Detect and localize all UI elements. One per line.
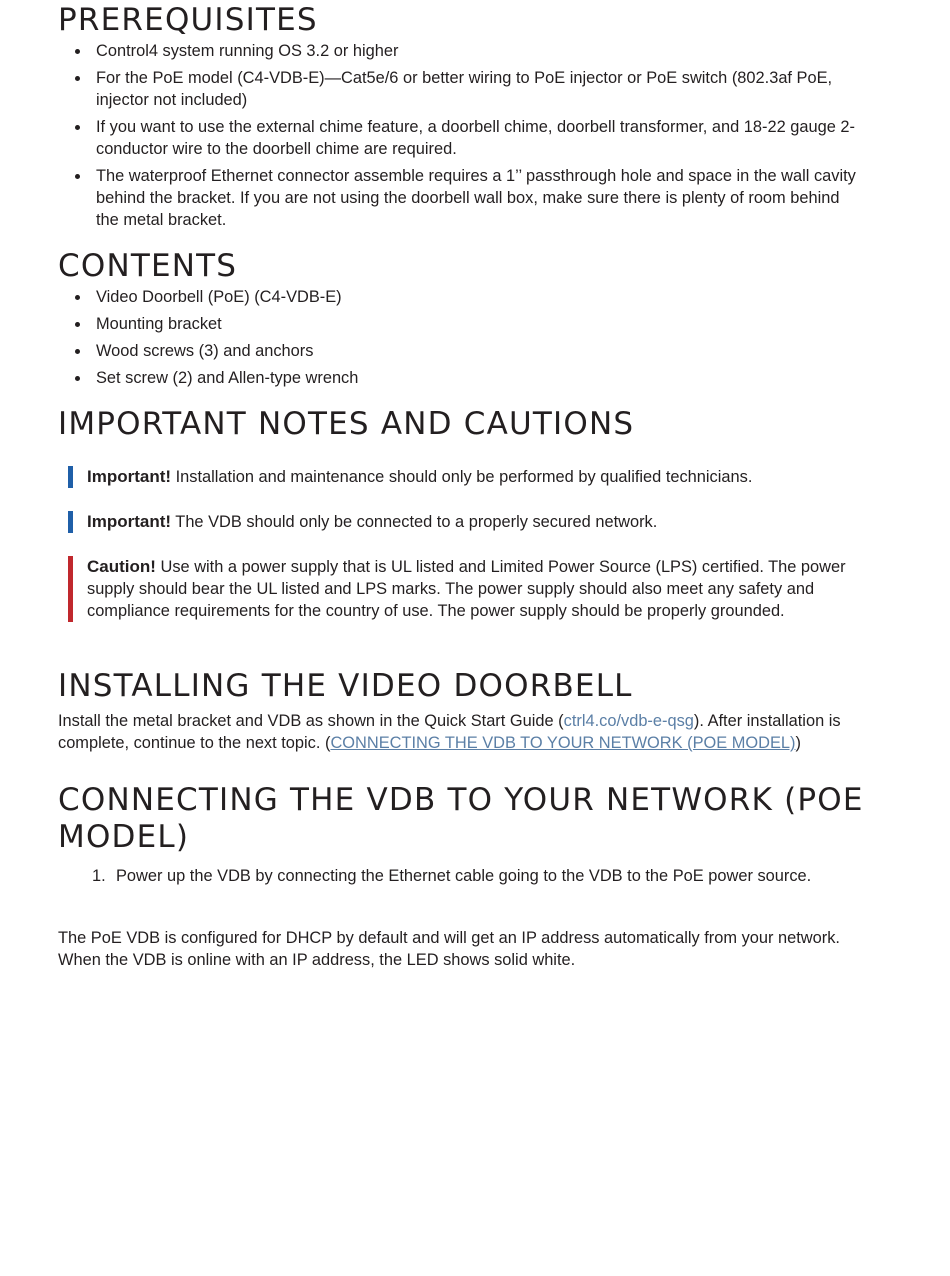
list-item: Video Doorbell (PoE) (C4-VDB-E) xyxy=(58,286,858,308)
prerequisites-heading: PREREQUISITES xyxy=(58,2,318,38)
connecting-paragraph: The PoE VDB is configured for DHCP by default and will get an IP address automatically from your network. When the VDB is online with an IP address, the LED shows solid white. xyxy=(58,929,840,969)
bullet-icon xyxy=(75,174,80,179)
caution-note xyxy=(58,556,859,622)
list-item: Wood screws (3) and anchors xyxy=(58,340,858,362)
caution-label: Caution! xyxy=(87,557,156,576)
contents-heading: CONTENTS xyxy=(58,248,238,284)
list-item: Set screw (2) and Allen-type wrench xyxy=(58,367,858,389)
important-bar xyxy=(68,511,73,533)
important-text: The VDB should only be connected to a properly secured network. xyxy=(171,513,658,531)
connecting-steps xyxy=(58,865,828,887)
important-label: Important! xyxy=(87,467,172,486)
installing-heading: INSTALLING THE VIDEO DOORBELL xyxy=(58,668,633,704)
important-note-1 xyxy=(58,466,867,488)
bullet-icon xyxy=(75,349,80,354)
list-item xyxy=(58,865,828,887)
caution-bar xyxy=(68,556,73,622)
important-bar xyxy=(68,466,73,488)
important-note-2 xyxy=(58,511,867,533)
list-item: Control4 system running OS 3.2 or higher xyxy=(58,40,858,62)
bullet-icon xyxy=(75,49,80,54)
important-label: Important! xyxy=(87,512,172,531)
connecting-section-link[interactable]: CONNECTING THE VDB TO YOUR NETWORK (POE MODEL) xyxy=(330,734,796,752)
important-text: Installation and maintenance should only be performed by qualified technicians. xyxy=(171,468,753,486)
list-item: Mounting bracket xyxy=(58,313,858,335)
connecting-heading: CONNECTING THE VDB TO YOUR NETWORK (POE MODEL) xyxy=(58,782,864,855)
step-text: Power up the VDB by connecting the Ethernet cable going to the VDB to the PoE power source. xyxy=(116,867,812,885)
bullet-icon xyxy=(75,76,80,81)
bullet-icon xyxy=(75,125,80,130)
list-item: The waterproof Ethernet connector assemble requires a 1’’ passthrough hole and space in the wall cavity behind the bracket. If you are not using the doorbell wall box, make sure there is plenty of room behind the metal bracket. xyxy=(58,165,858,231)
list-item: For the PoE model (C4-VDB-E)—Cat5e/6 or better wiring to PoE injector or PoE switch (802.3af PoE, injector not included) xyxy=(58,67,858,111)
step-number: 1. xyxy=(92,867,106,885)
bullet-icon xyxy=(75,295,80,300)
contents-list xyxy=(58,286,858,389)
bullet-icon xyxy=(75,322,80,327)
notes-heading: IMPORTANT NOTES AND CAUTIONS xyxy=(58,406,635,442)
bullet-icon xyxy=(75,376,80,381)
list-item: If you want to use the external chime feature, a doorbell chime, doorbell transformer, and 18-22 gauge 2-conductor wire to the doorbell chime are required. xyxy=(58,116,858,160)
caution-text: Use with a power supply that is UL listed and Limited Power Source (LPS) certified. The power supply should bear the UL listed and LPS marks. The power supply should also meet any safety and compliance requirements for the country of use. The power supply should be properly grounded. xyxy=(87,558,846,620)
prerequisites-list xyxy=(58,40,858,231)
installing-paragraph: Install the metal bracket and VDB as shown in the Quick Start Guide (ctrl4.co/vdb-e-qsg). After installation is complete, continue to the next topic. (CONNECTING THE VDB TO YOUR NETWORK (POE MODEL)) xyxy=(58,712,841,752)
quick-start-guide-link[interactable]: ctrl4.co/vdb-e-qsg xyxy=(563,712,694,730)
